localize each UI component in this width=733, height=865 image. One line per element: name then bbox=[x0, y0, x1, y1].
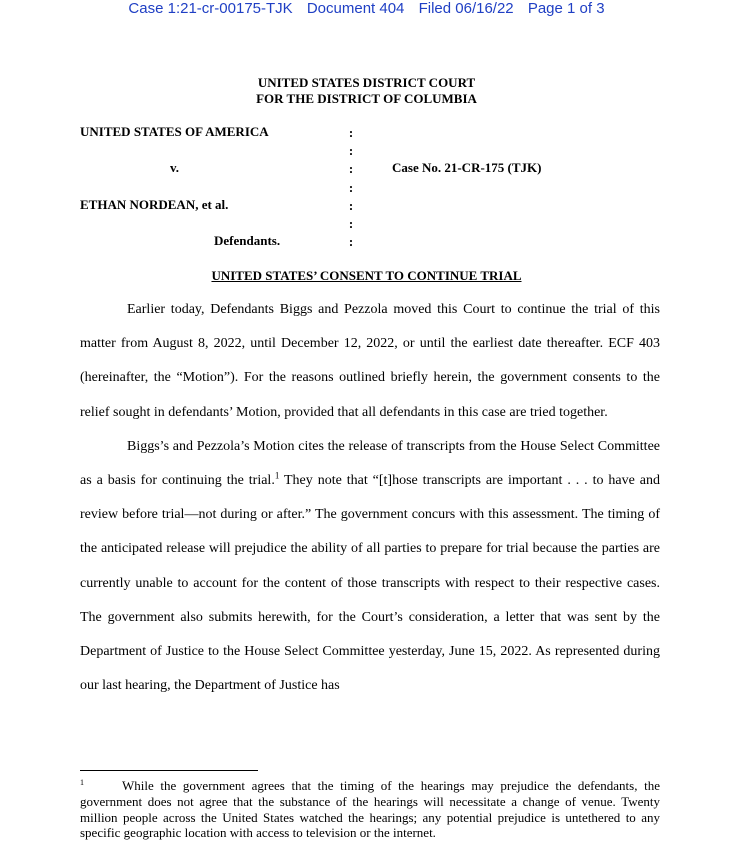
caption-colon: : bbox=[348, 161, 354, 177]
document-title: UNITED STATES’ CONSENT TO CONTINUE TRIAL bbox=[211, 268, 522, 283]
stamp-page-count: Page 1 of 3 bbox=[527, 0, 605, 17]
caption-colon: : bbox=[348, 143, 354, 159]
ecf-header-stamp bbox=[0, 0, 733, 18]
caption-colon-column bbox=[346, 124, 356, 251]
footnote-divider bbox=[80, 770, 258, 771]
caption-defendants-label: Defendants. bbox=[214, 233, 281, 248]
court-name: UNITED STATES DISTRICT COURT bbox=[257, 75, 476, 90]
caption-defendant: ETHAN NORDEAN, et al. bbox=[80, 197, 229, 212]
footnote-mark: 1 bbox=[80, 777, 84, 787]
body-text bbox=[80, 293, 660, 703]
case-number: Case No. 21-CR-175 (TJK) bbox=[392, 160, 542, 175]
caption-colon: : bbox=[348, 179, 354, 195]
caption-versus: v. bbox=[170, 160, 180, 175]
footnote-text: While the government agrees that the timing of the hearings may prejudice the defendants, the government does not agree that the substance of the hearings will necessitate a change of venue. Twenty million people across the United States watched the hearings; any potential prejudice is untethered to any specific geographic location with access to television or the internet. bbox=[80, 778, 660, 841]
caption-colon: : bbox=[348, 234, 354, 250]
court-heading bbox=[0, 75, 733, 107]
caption-colon: : bbox=[348, 125, 354, 140]
paragraph-2-start: Biggs’s and Pezzola’s Motion cites the release of transcripts from the House Select Committee as a basis for continuing the trial. bbox=[80, 438, 660, 489]
footnote-reference[interactable]: 1 bbox=[274, 470, 280, 481]
paragraph-2 bbox=[80, 430, 660, 704]
stamp-document-number: Document 404 bbox=[306, 0, 405, 17]
court-district: FOR THE DISTRICT OF COLUMBIA bbox=[256, 91, 477, 106]
paragraph-2-rest: They note that “[t]hose transcripts are important . . . to have and review before trial—not during or after.” The government concurs with this assessment. The timing of the anticipated release will prejudice the ability of all parties to prepare for trial because the parties are currently unable to account for the content of those transcripts with respect to their respective cases. The government also submits herewith, for the Court’s consideration, a letter that was sent by the Department of Justice to the House Select Committee yesterday, June 15, 2022. As represented during our last hearing, the Department of Justice has bbox=[80, 473, 661, 694]
caption-plaintiff: UNITED STATES OF AMERICA bbox=[80, 124, 269, 139]
footnote bbox=[80, 778, 660, 841]
stamp-case-number: Case 1:21-cr-00175-TJK bbox=[128, 0, 293, 17]
stamp-filed-date: Filed 06/16/22 bbox=[418, 0, 514, 17]
caption-colon: : bbox=[348, 216, 354, 232]
caption-colon: : bbox=[348, 197, 354, 213]
paragraph-1: Earlier today, Defendants Biggs and Pezzola moved this Court to continue the trial of this matter from August 8, 2022, until December 12, 2022, or until the earliest date thereafter. ECF 403 (hereinafter, the “Motion”). For the reasons outlined briefly herein, the government consents to the relief sought in defendants’ Motion, provided that all defendants in this case are tried together. bbox=[80, 302, 660, 420]
